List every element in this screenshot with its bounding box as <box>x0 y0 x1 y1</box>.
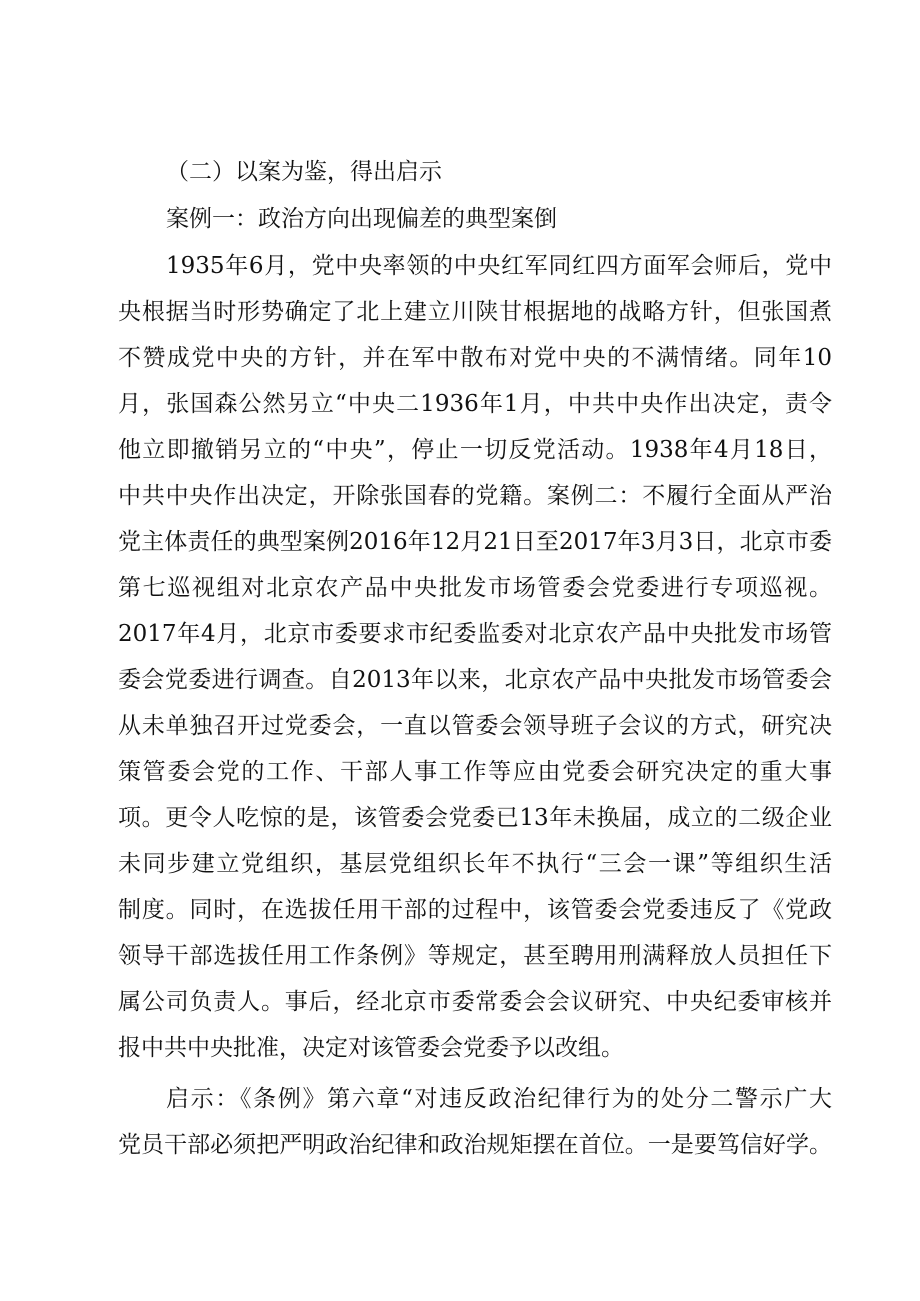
body-line: 党主体责任的典型案例2016年12月21日至2017年3月3日，北京市委 <box>118 529 832 555</box>
body-line: 不赞成党中央的方针，并在军中散布对党中央的不满情绪。同年10 <box>118 345 832 371</box>
body-line: 项。更令人吃惊的是，该管委会党委已13年未换届，成立的二级企业 <box>118 805 832 831</box>
body-line: 央根据当时形势确定了北上建立川陕甘根据地的战略方针，但张国煮 <box>118 299 832 325</box>
enlightenment-line: 启示：《条例》第六章“对违反政治纪律行为的处分二警示广大 <box>166 1086 832 1112</box>
body-line: 他立即撤销另立的“中央”，停止一切反党活动。1938年4月18日， <box>118 437 832 463</box>
body-line: 未同步建立党组织，基层党组织长年不执行“三会一课”等组织生活 <box>118 851 832 877</box>
section-heading: （二）以案为鉴，得出启示 <box>166 159 442 185</box>
body-line: 第七巡视组对北京农产品中央批发市场管委会党委进行专项巡视。 <box>118 575 832 601</box>
body-line: 策管委会党的工作、干部人事工作等应由党委会研究决定的重大事 <box>118 759 832 785</box>
body-line: 报中共中央批准，决定对该管委会党委予以改组。 <box>118 1035 624 1061</box>
body-line: 2017年4月，北京市委要求市纪委监委对北京农产品中央批发市场管 <box>118 621 832 647</box>
body-line: 1935年6月，党中央率领的中央红军同红四方面军会师后，党中 <box>166 253 832 279</box>
body-line: 领导干部选拔任用工作条例》等规定，甚至聘用刑满释放人员担任下 <box>118 943 832 969</box>
case-one-heading: 案例一：政治方向出现偏差的典型案倒 <box>166 206 557 232</box>
body-line: 属公司负责人。事后，经北京市委常委会会议研究、中央纪委审核并 <box>118 989 832 1015</box>
enlightenment-line: 党员干部必须把严明政治纪律和政治规矩摆在首位。一是要笃信好学。 <box>118 1132 832 1158</box>
body-line: 月，张国森公然另立“中央二1936年1月，中共中央作出决定，责令 <box>118 391 832 417</box>
body-line: 中共中央作出决定，开除张国春的党籍。案例二：不履行全面从严治 <box>118 483 832 509</box>
body-line: 制度。同时，在选拔任用干部的过程中，该管委会党委违反了《党政 <box>118 897 832 923</box>
body-line: 从未单独召开过党委会，一直以管委会领导班子会议的方式，研究决 <box>118 713 832 739</box>
body-line: 委会党委进行调查。自2013年以来，北京农产品中央批发市场管委会 <box>118 667 832 693</box>
